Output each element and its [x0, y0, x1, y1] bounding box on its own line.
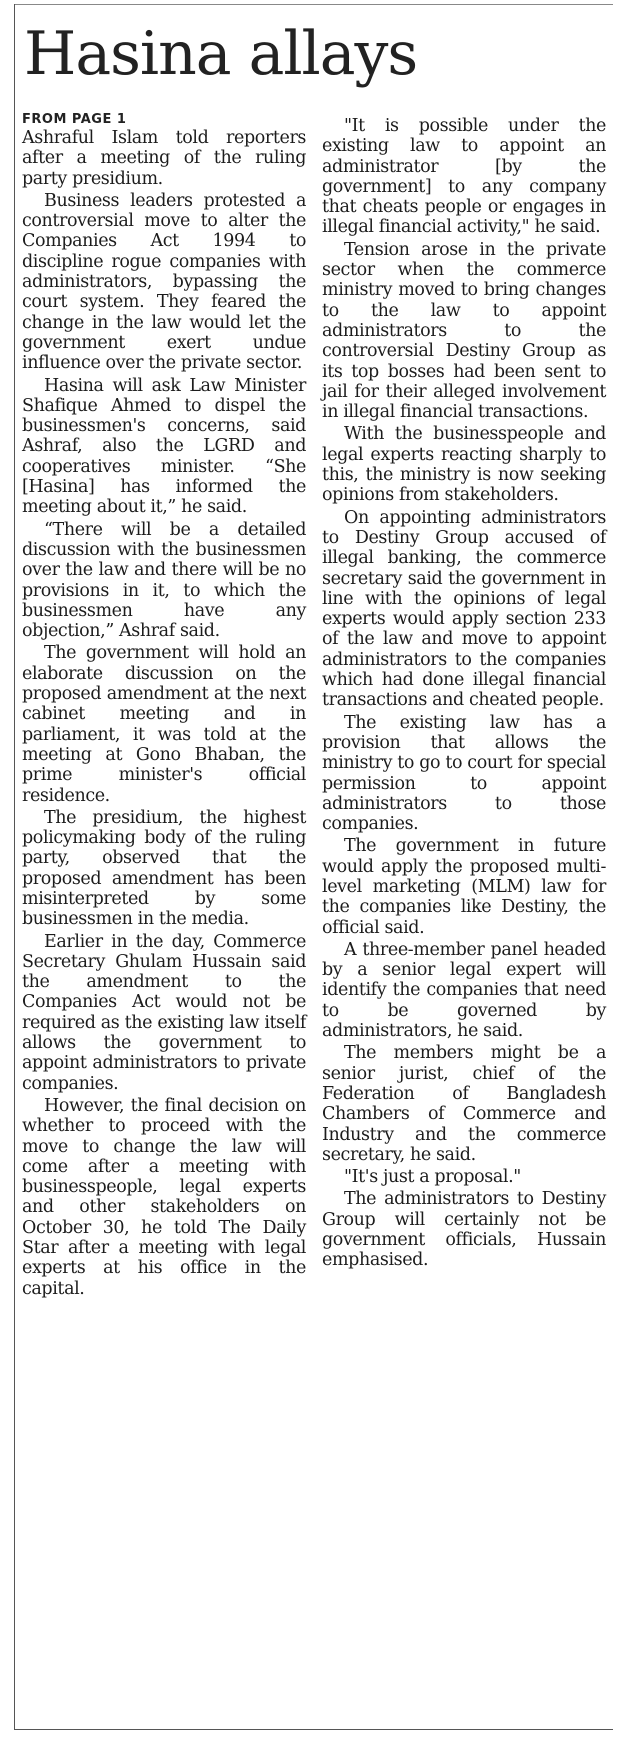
paragraph: Ashraful Islam told reporters after a meeting of the ruling party presidium. [22, 128, 306, 189]
paragraph: The existing law has a provision that allows the ministry to go to court for special permission to appoint administrators to those companies. [322, 712, 606, 835]
paragraph: The presidium, the highest policymaking body of the ruling party, observed that the proposed amendment has been misinterpreted by some businessmen in the media. [22, 807, 306, 930]
headline: Hasina allays [24, 19, 418, 89]
kicker-from-page-1: FROM PAGE 1 [22, 112, 127, 127]
paragraph: However, the final decision on whether to proceed with the move to change the law will come after a meeting with businesspeople, legal experts and other stakeholders on October 30, he told The Daily Star after a meeting with legal experts at his office in the capital. [22, 1095, 306, 1299]
article-column-right [322, 116, 606, 1273]
paragraph: “There will be a detailed discussion with the businessmen over the law and there will be no provisions in it, to which the businessmen have any objection,” Ashraf said. [22, 519, 306, 642]
bottom-rule [14, 1729, 613, 1730]
paragraph: The members might be a senior jurist, chief of the Federation of Bangladesh Chambers of Commerce and Industry and the commerce secretary, he said. [322, 1043, 606, 1165]
paragraph: "It is possible under the existing law to appoint an administrator [by the government] to any company that cheats people or engages in illegal financial activity," he said. [322, 116, 606, 238]
left-rule [14, 4, 15, 1729]
paragraph: With the businesspeople and legal experts reacting sharply to this, the ministry is now seeking opinions from stakeholders. [322, 424, 606, 506]
paragraph: The government in future would apply the proposed multi-level marketing (MLM) law for the companies like Destiny, the official said. [322, 836, 606, 938]
article-column-left [22, 112, 306, 1301]
paragraph: On appointing administrators to Destiny Group accused of illegal banking, the commerce secretary said the government in line with the opinions of legal experts would apply section 233 of the law and move to appoint administrators to the companies which had done illegal financial transactions and cheated people. [322, 507, 606, 711]
paragraph: A three-member panel headed by a senior legal expert will identify the companies that need to be governed by administrators, he said. [322, 939, 606, 1042]
paragraph: "It's just a proposal." [344, 1167, 521, 1188]
paragraph: Earlier in the day, Commerce Secretary Ghulam Hussain said the amendment to the Companies Act would not be required as the existing law itself allows the government to appoint administrators to private companies. [22, 931, 306, 1094]
paragraph: The government will hold an elaborate discussion on the proposed amendment at the next cabinet meeting and in parliament, it was told at the meeting at Gono Bhaban, the prime minister's official residence. [22, 643, 306, 806]
paragraph: Hasina will ask Law Minister Shafique Ahmed to dispel the businessmen's concerns, said Ashraf, also the LGRD and cooperatives minister. “She [Hasina] has informed the meeting about it,” he said. [22, 375, 306, 518]
paragraph: Tension arose in the private sector when the commerce ministry moved to bring changes to the law to appoint administrators to the controversial Destiny Group as its top bosses had been sent to jail for their alleged involvement in illegal financial transactions. [322, 239, 606, 423]
top-rule [14, 4, 613, 5]
paragraph: Business leaders protested a controversial move to alter the Companies Act 1994 to discipline rogue companies with administrators, bypassing the court system. They feared the change in the law would let the government exert undue influence over the private sector. [22, 190, 306, 374]
paragraph: The administrators to Destiny Group will certainly not be government officials, Hussain emphasised. [322, 1189, 606, 1271]
